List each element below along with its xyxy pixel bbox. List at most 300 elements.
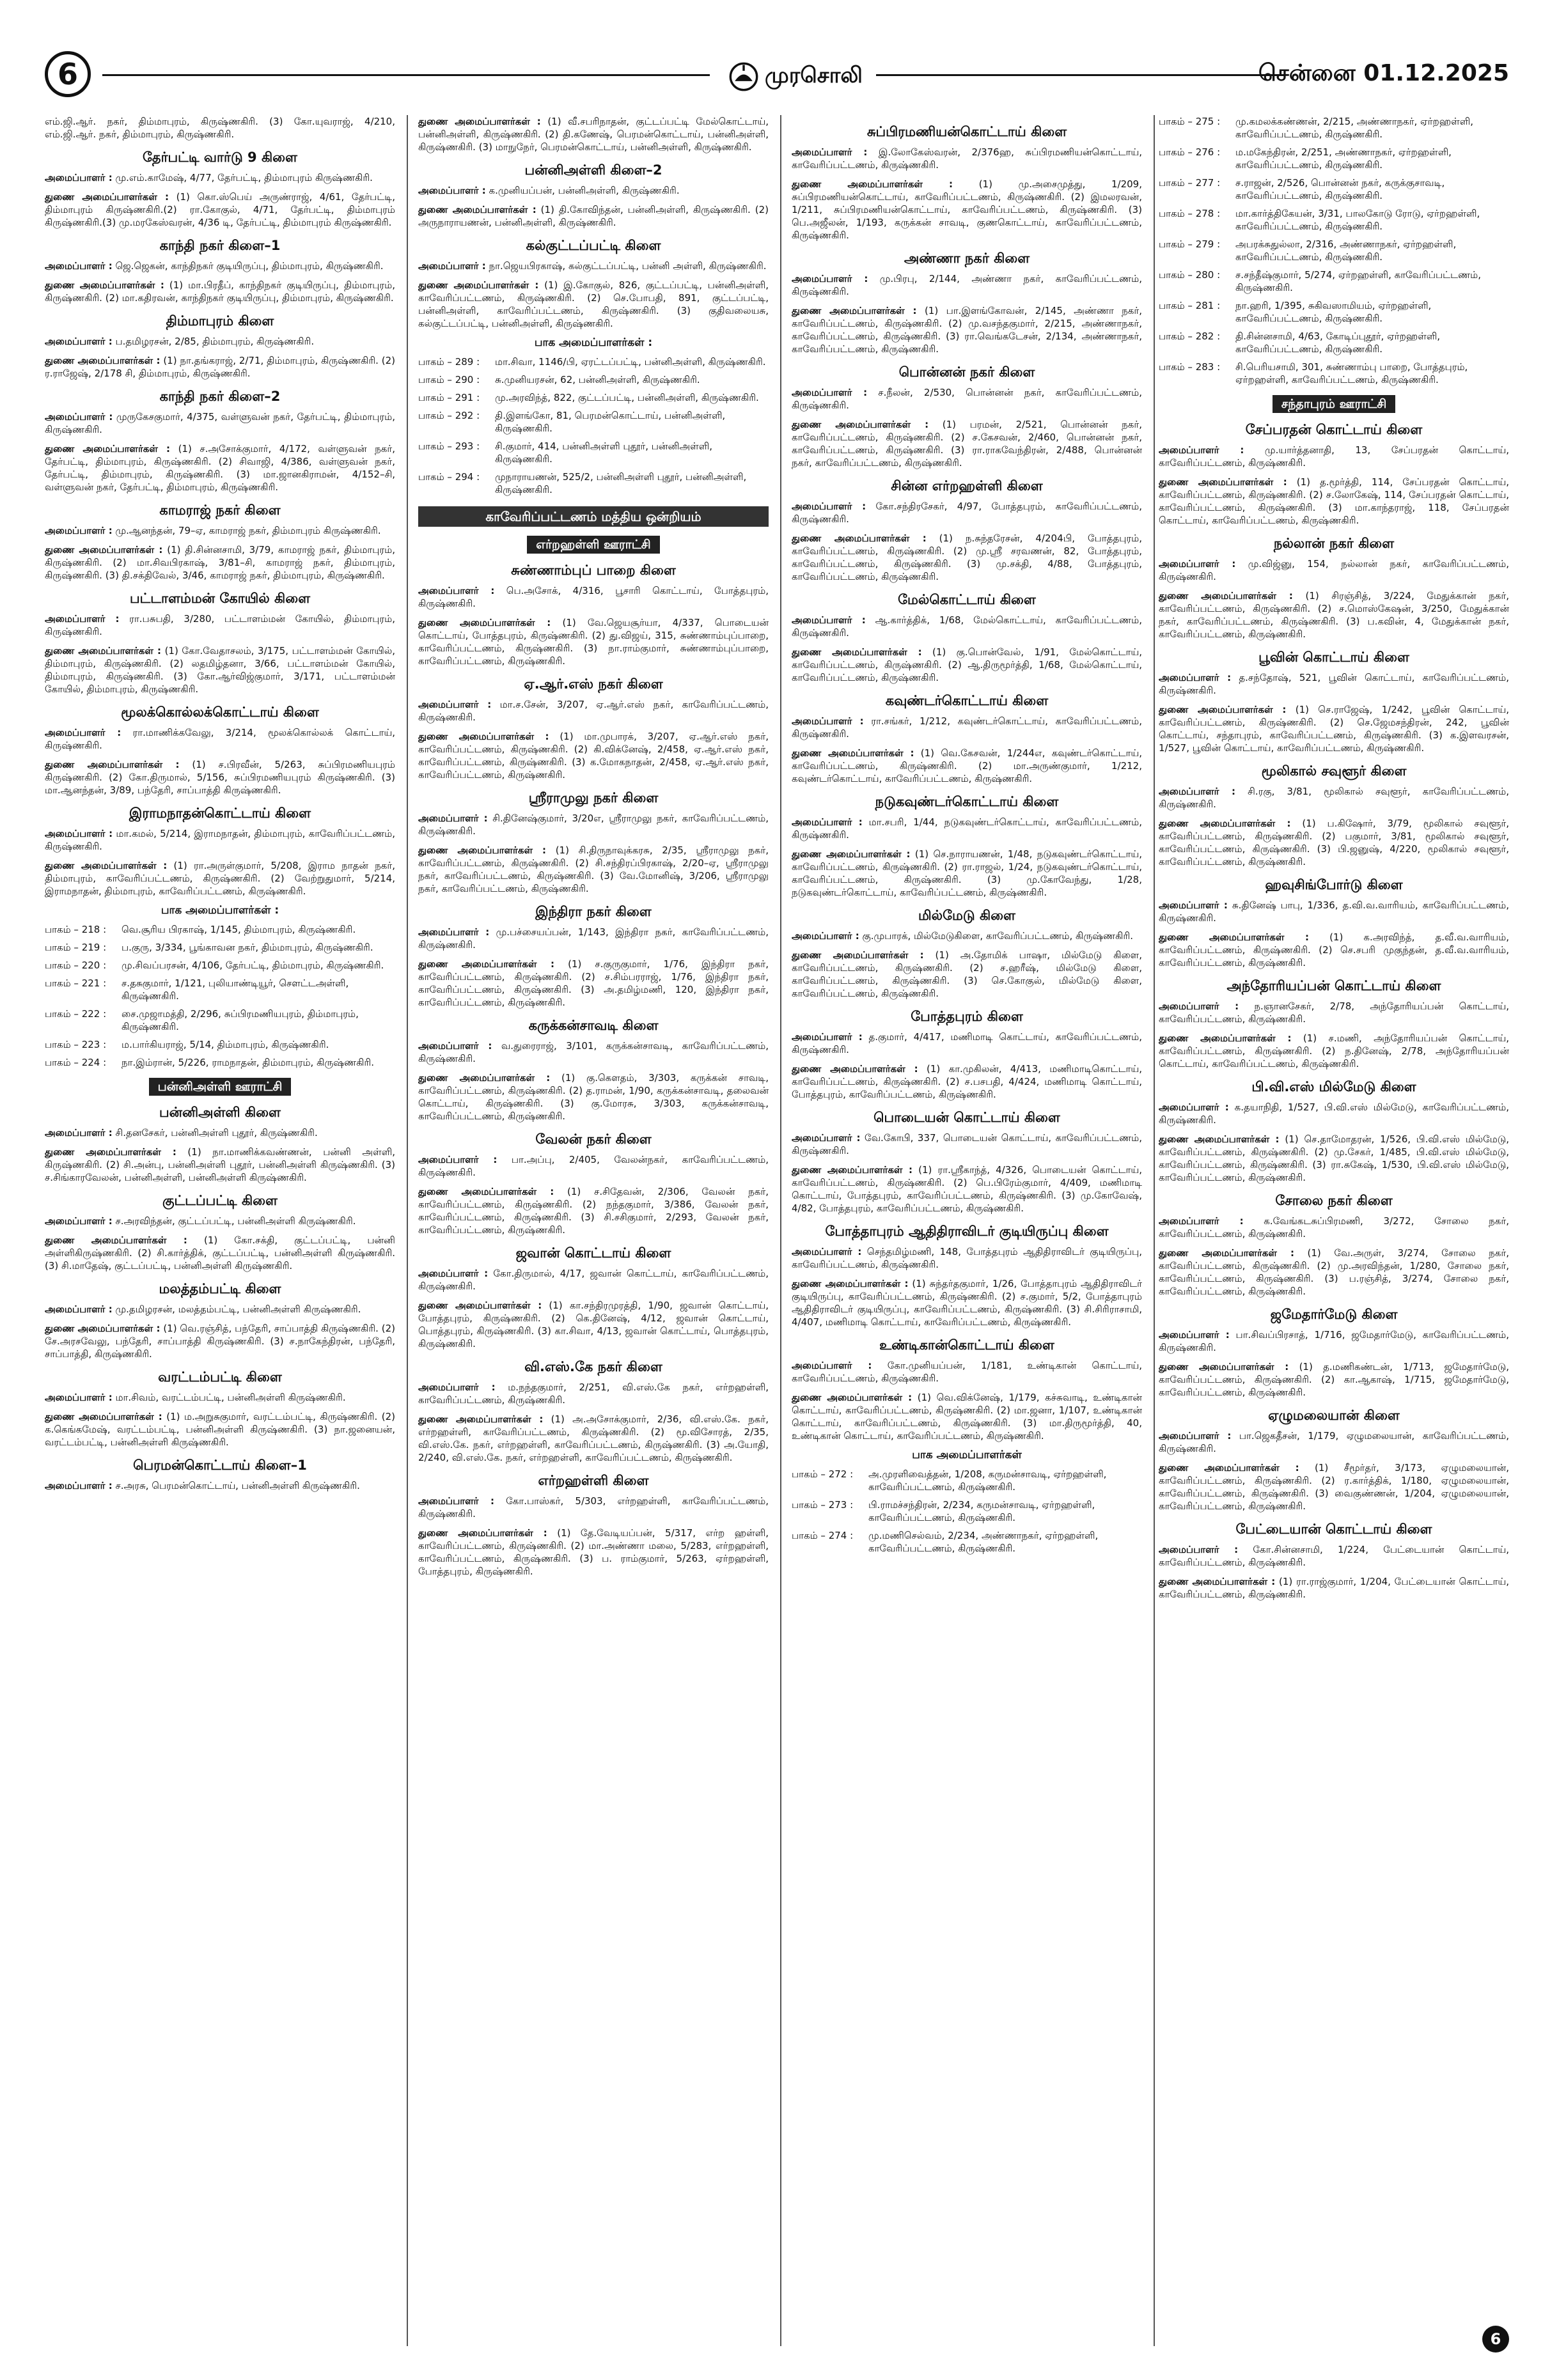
ward-organizer-row	[45, 1056, 395, 1069]
entry-text: நா.ஜெயபிரகாஷ், கல்குட்டப்பட்டி, பன்னி அள்ளி, கிருஷ்ணகிரி.	[489, 260, 767, 272]
branch-heading: காந்தி நகர் கிளை–1	[159, 238, 281, 253]
organizer-entry	[45, 1234, 395, 1272]
role-label: துணை அமைப்பாளர்கள் :	[45, 544, 163, 556]
organizer-entry	[1159, 703, 1509, 754]
role-label: துணை அமைப்பாளர்கள் :	[418, 279, 539, 291]
organizer-entry	[418, 1527, 769, 1578]
organizer-entry	[45, 260, 395, 272]
role-label: அமைப்பாளர் :	[45, 525, 113, 536]
role-label: அமைப்பாளர் :	[1159, 1544, 1239, 1555]
entry-text: (1) கா.முகிலன், 4/413, மணிமாடிகொட்டாய், காவேரிப்பட்டணம், கிருஷ்ணகிரி. (2) ச.பசபதி, 4/424, மணிமாடி கொட்டாய், போத்தபுரம், காவேரிப்பட்டணம், கிருஷ்ணகிரி.	[792, 1063, 1142, 1100]
ward-organizer-details: பி.ராமச்சந்திரன், 2/234, கருமன்சாவடி, ஏர்றஹள்ளி, காவேரிப்பட்டணம், கிருஷ்ணகிரி.	[868, 1499, 1095, 1523]
entry-text: ந.ஞானசேகர், 2/78, அந்தோரியப்பன் கொட்டாய், காவேரிப்பட்டணம், கிருஷ்ணகிரி.	[1159, 1000, 1509, 1025]
role-label: துணை அமைப்பாளர்கள் :	[792, 949, 924, 961]
branch-heading: திம்மாபுரம் கிளை	[166, 313, 274, 329]
entry-text: மு.பிரபு, 2/144, அண்ணா நகர், காவேரிப்பட்டணம், கிருஷ்ணகிரி.	[792, 273, 1142, 297]
section-subheading: பாக அமைப்பாளர்கள்	[912, 1449, 1022, 1461]
entry-text: (1) கு.கௌதம், 3/303, கருக்கன் சாவடி, காவேரிப்பட்டணம், கிருஷ்ணகிரி. (2) த.ராமன், 1/90, கருக்கன்சாவடி, தலைவன் கொட்டாய், கிருஷ்ணகிரி. (3) கு.மோரசு, 3/303, கருக்கன்சாவடி, காவேரிப்பட்டணம், கிருஷ்ணகிரி.	[418, 1072, 769, 1122]
branch-heading: இந்திரா நகர் கிளை	[535, 904, 652, 919]
column-1	[45, 115, 395, 2340]
entry-text: கோ.சந்திரசேகர், 4/97, போத்தபுரம், காவேரிப்பட்டணம், கிருஷ்ணகிரி.	[792, 501, 1142, 525]
role-label: அமைப்பாளர் :	[1159, 1101, 1229, 1113]
entry-text: மா.சிவம், வரட்டம்பட்டி, பன்னிஅள்ளி கிருஷ்ணகிரி.	[115, 1392, 346, 1403]
role-label: அமைப்பாளர் :	[792, 1132, 861, 1144]
ward-number: பாகம் – 222 :	[45, 1008, 107, 1020]
role-label: அமைப்பாளர் :	[1159, 672, 1232, 683]
ward-number: பாகம் – 274 :	[792, 1530, 854, 1541]
entry-text: மா.சபரி, 1/44, நடுகவுண்டர்கொட்டாய், காவேரிப்பட்டணம், கிருஷ்ணகிரி.	[792, 816, 1142, 841]
ward-number: பாகம் – 291 :	[418, 392, 480, 403]
organizer-entry	[792, 418, 1142, 469]
entry-text: (1) வீ.சபரிநாதன், குட்டப்பட்டி மேல்கொட்டாய், பன்னிஅள்ளி, கிருஷ்ணகிரி. (2) தி.கணேஷ், பெரமன்கொட்டாய், பன்னிஅள்ளி, கிருஷ்ணகிரி. (3) மாநுநேர், பெரமன்கொட்டாய், பன்னிஅள்ளி, கிருஷ்ணகிரி.	[418, 116, 769, 153]
organizer-entry	[792, 532, 1142, 583]
role-label: அமைப்பாளர் :	[418, 699, 492, 710]
ward-number: பாகம் – 220 :	[45, 960, 107, 971]
union-banner: காவேரிப்பட்டணம் மத்திய ஒன்றியம்	[418, 506, 769, 527]
branch-heading: சின்ன எர்றஹள்ளி கிளை	[891, 478, 1043, 494]
organizer-entry	[1159, 817, 1509, 868]
panchayat-banner	[1159, 395, 1509, 413]
branch-heading: எர்றஹள்ளி கிளை	[538, 1473, 649, 1488]
column-3	[792, 115, 1142, 2340]
newspaper-page	[45, 38, 1509, 2365]
organizer-entry	[45, 1146, 395, 1184]
entry-text: ச.அரவிந்தன், குட்டப்பட்டி, பன்னிஅள்ளி கிருஷ்ணகிரி.	[115, 1215, 356, 1227]
organizer-entry	[1159, 785, 1509, 811]
organizer-entry	[45, 1126, 395, 1139]
entry-text: மு.எம்.காமேஷ், 4/77, தேர்பட்டி, திம்மாபுரம் கிருஷ்ணகிரி.	[115, 172, 373, 183]
entry-text: (1) கு.பொன்வேல், 1/91, மேல்கொட்டாய், காவேரிப்பட்டணம், கிருஷ்ணகிரி. (2) ஆ.திருமூர்த்தி, 1/68, மேல்கொட்டாய், காவேரிப்பட்டணம், கிருஷ்ணகிரி.	[792, 646, 1142, 683]
ward-organizer-details: வெ.சூரிய பிரகாஷ், 1/145, திம்மாபுரம், கிருஷ்ணகிரி.	[121, 924, 356, 935]
role-label: அமைப்பாளர் :	[792, 273, 868, 284]
role-label: துணை அமைப்பாளர்கள் :	[45, 191, 169, 203]
entry-text: வே.கோபி, 337, பொடையன் கொட்டாய், காவேரிப்பட்டணம், கிருஷ்ணகிரி.	[792, 1132, 1142, 1156]
ward-number: பாகம் – 292 :	[418, 410, 480, 421]
entry-text: கு.முபாரக், மில்மேடுகிளை, காவேரிப்பட்டணம், கிருஷ்ணகிரி.	[862, 930, 1133, 942]
organizer-entry	[45, 859, 395, 898]
ward-organizer-details: அ.முரளிவைத்தன், 1/208, கருமன்சாவடி, ஏர்றஹள்ளி, காவேரிப்பட்டணம், கிருஷ்ணகிரி.	[868, 1468, 1107, 1493]
role-label: அமைப்பாளர் :	[45, 1480, 113, 1491]
role-label: அமைப்பாளர் :	[1159, 1329, 1230, 1341]
ward-number: பாகம் – 283 :	[1159, 361, 1221, 373]
role-label: அமைப்பாளர் :	[792, 501, 866, 512]
branch-heading: கவுண்டர்கொட்டாய் கிளை	[885, 693, 1049, 708]
role-label: அமைப்பாளர் :	[792, 715, 864, 727]
branch-heading: கல்குட்டப்பட்டி கிளை	[526, 238, 661, 253]
role-label: அமைப்பாளர் :	[45, 336, 113, 347]
role-label: துணை அமைப்பாளர்கள் :	[45, 279, 164, 291]
ward-organizer-row	[1159, 207, 1509, 233]
organizer-entry	[418, 1299, 769, 1350]
ward-organizer-row	[1159, 330, 1509, 355]
role-label: துணை அமைப்பாளர்கள் :	[792, 305, 917, 316]
role-label: துணை அமைப்பாளர்கள் :	[418, 1300, 542, 1311]
column-divider	[1154, 115, 1155, 2346]
role-label: துணை அமைப்பாளர்கள் :	[45, 1411, 162, 1422]
organizer-entry	[418, 730, 769, 781]
organizer-entry	[792, 715, 1142, 740]
branch-heading: தேர்பட்டி வார்டு 9 கிளை	[143, 150, 297, 165]
entry-text: மா.கமல், 5/214, இராமநாதன், திம்மாபுரம், காவேரிப்பட்டணம், கிருஷ்ணகிரி.	[45, 828, 395, 852]
column-divider	[780, 115, 781, 2346]
role-label: துணை அமைப்பாளர்கள் :	[418, 617, 551, 628]
role-label: துணை அமைப்பாளர்கள் :	[1159, 1462, 1299, 1474]
role-label: அமைப்பாளர் :	[418, 1381, 496, 1393]
role-label: துணை அமைப்பாளர்கள் :	[45, 1146, 176, 1158]
branch-heading: அந்தோரியப்பன் கொட்டாய் கிளை	[1226, 978, 1441, 993]
entry-text: (1) ம.அறுசுகுமார், வரட்டம்பட்டி, கிருஷ்ணகிரி. (2) க.கெங்கமேஷ், வரட்டம்பட்டி, பன்னிஅள்ளி கிருஷ்ணகிரி. (3) நா.ஜனையன், வரட்டம்பட்டி, பன்னிஅள்ளி கிருஷ்ணகிரி.	[45, 1411, 395, 1448]
entry-text: (1) பரமன், 2/521, பொன்னன் நகர், காவேரிப்பட்டணம், கிருஷ்ணகிரி. (2) ச.கேசவன், 2/460, பொன்னன் நகர், காவேரிப்பட்டணம், கிருஷ்ணகிரி. (3) ரா.ராகவேந்திரன், 2/488, பொன்னன் நகர், காவேரிப்பட்டணம், கிருஷ்ணகிரி.	[792, 419, 1142, 469]
role-label: அமைப்பாளர் :	[418, 813, 488, 824]
entry-text: (1) ச.பிரவீன், 5/263, சுப்பிரமணியபுரம் கிருஷ்ணகிரி. (2) கோ.திருமால், 5/156, சுப்பிரமணியபுரம் கிருஷ்ணகிரி. (3) மா.ஆனந்தன், 3/89, பந்தேரி, சாப்பாத்தி கிருஷ்ணகிரி.	[45, 759, 395, 796]
entry-text: ஆ.கார்த்திக், 1/68, மேல்கொட்டாய், காவேரிப்பட்டணம், கிருஷ்ணகிரி.	[792, 614, 1142, 639]
branch-heading: சோலை நகர் கிளை	[1275, 1193, 1393, 1208]
organizer-entry	[45, 191, 395, 229]
branch-heading: பொடையன் கொட்டாய் கிளை	[873, 1110, 1060, 1125]
organizer-entry	[418, 115, 769, 153]
branch-heading: மூலிகால் சவுளூர் கிளை	[1261, 763, 1407, 779]
entry-text: (1) தே.வேடியப்பன், 5/317, எர்ற ஹள்ளி, காவேரிப்பட்டணம், கிருஷ்ணகிரி. (2) மா.அண்ணா மலை, 5/283, எர்றஹள்ளி, காவேரிப்பட்டணம், கிருஷ்ணகிரி. (3) ப. ராம்குமார், 5/263, ஏர்றஹள்ளி, போத்தபுரம், கிருஷ்ணகிரி.	[418, 1527, 769, 1577]
ward-organizer-row	[792, 1498, 1142, 1524]
branch-heading: வரட்டம்பட்டி கிளை	[158, 1369, 282, 1385]
masthead-rule-left	[102, 74, 710, 76]
branch-heading: நல்லான் நகர் கிளை	[1273, 536, 1395, 551]
entry-text: (1) கோ.சக்தி, குட்டப்பட்டி, பன்னி அள்ளிகிருஷ்ணகிரி. (2) சி.கார்த்திக், குட்டப்பட்டி, பன்னிஅள்ளி கிருஷ்ணகிரி. (3) சி.மாதேஷ், குட்டப்பட்டி, பன்னிஅள்ளி கிருஷ்ணகிரி.	[45, 1234, 395, 1272]
organizer-entry	[1159, 1000, 1509, 1025]
role-label: துணை அமைப்பாளர்கள் :	[1159, 1247, 1294, 1259]
footer-page-number: 6	[1482, 2326, 1509, 2353]
role-label: அமைப்பாளர் :	[792, 1031, 863, 1043]
ward-number: பாகம் – 282 :	[1159, 331, 1221, 342]
role-label: அமைப்பாளர் :	[792, 816, 863, 828]
ward-number: பாகம் – 293 :	[418, 440, 480, 452]
entry-text: (1) வே.அருள், 3/274, சோலை நகர், காவேரிப்பட்டணம், கிருஷ்ணகிரி. (2) மு.அரவிந்தன், 1/280, சோலை நகர், காவேரிப்பட்டணம், கிருஷ்ணகிரி. (3) ப.ரஞ்சித், 3/274, சோலை நகர், காவேரிப்பட்டணம், கிருஷ்ணகிரி.	[1159, 1247, 1509, 1297]
organizer-entry	[1159, 1215, 1509, 1240]
role-label: அமைப்பாளர் :	[418, 926, 490, 938]
role-label: அமைப்பாளர் :	[792, 1360, 872, 1371]
organizer-entry	[792, 848, 1142, 899]
role-label: துணை அமைப்பாளர்கள் :	[792, 419, 929, 430]
entry-text: (1) அ.அசோக்குமார், 2/36, வி.எஸ்.கே. நகர், எர்றஹள்ளி, காவேரிப்பட்டணம், கிருஷ்ணகிரி. (2) மூ.விசோரத், 2/35, வி.எஸ்.கே. நகர், எர்றஹள்ளி, காவேரிப்பட்டணம், கிருஷ்ணகிரி. (3) அ.யோதி, 2/240, வி.எஸ்.கே. நகர், எர்றஹள்ளி, காவேரிப்பட்டணம், கிருஷ்ணகிரி.	[418, 1413, 769, 1463]
organizer-entry	[1159, 444, 1509, 469]
role-label: துணை அமைப்பாளர்கள் :	[1159, 818, 1291, 829]
role-label: துணை அமைப்பாளர்கள் :	[1159, 704, 1287, 715]
entry-text: (1) ப.கிஷோர், 3/79, மூலிகால் சவுளூர், காவேரிப்பட்டணம், கிருஷ்ணகிரி. (2) பகுமார், 3/81, மூலிகால் சவுளூர், காவேரிப்பட்டணம், கிருஷ்ணகிரி. (3) பி.ஜனுஷ், 4/220, மூலிகால் சவுளூர், காவேரிப்பட்டணம், கிருஷ்ணகிரி.	[1159, 818, 1509, 867]
branch-heading: ஏ.ஆர்.எஸ் நகர் கிளை	[524, 676, 663, 692]
organizer-entry	[792, 1132, 1142, 1157]
organizer-entry	[45, 410, 395, 436]
ward-number: பாகம் – 278 :	[1159, 208, 1221, 219]
organizer-entry	[45, 1410, 395, 1449]
role-label: அமைப்பாளர் :	[45, 411, 113, 423]
role-label: துணை அமைப்பாளர்கள் :	[45, 443, 170, 455]
role-label: அமைப்பாளர் :	[45, 1127, 113, 1139]
role-label: துணை அமைப்பாளர்கள் :	[792, 1278, 909, 1289]
branch-heading: ஹவுசிங்போர்டு கிளை	[1265, 877, 1403, 892]
ward-organizer-details: சை.முஜாமத்தி, 2/296, சுப்பிரமணியபுரம், திம்மாபுரம், கிருஷ்ணகிரி.	[121, 1008, 359, 1032]
role-label: அமைப்பாளர் :	[792, 1246, 862, 1257]
organizer-entry	[1159, 1133, 1509, 1184]
entry-text: (1) சி.திருநாவுக்கரசு, 2/35, ஸ்ரீராமுலு நகர், காவேரிப்பட்டணம், கிருஷ்ணகிரி. (2) சி.சந்திரப்பிரகாஷ், 2/20–ஏ, ஸ்ரீராமுலு நகர், காவேரிப்பட்டணம், கிருஷ்ணகிரி. (3) வே.மோனிஷ், 3/206, ஸ்ரீராமுலு நகர், காவேரிப்பட்டணம், கிருஷ்ணகிரி.	[418, 844, 769, 894]
ward-number: பாகம் – 279 :	[1159, 238, 1221, 250]
masthead-date: சென்னை 01.12.2025	[1258, 60, 1509, 86]
organizer-entry	[45, 1479, 395, 1492]
organizer-entry	[792, 1245, 1142, 1271]
organizer-entry	[45, 279, 395, 304]
organizer-entry	[1159, 557, 1509, 583]
organizer-entry	[45, 543, 395, 582]
organizer-entry	[418, 926, 769, 951]
role-label: அமைப்பாளர் :	[792, 614, 866, 626]
ward-organizer-details: மா.சிவா, 1146/பி, ஏரட்டப்பட்டி, பன்னிஅள்ளி, கிருஷ்ணகிரி.	[495, 356, 766, 368]
role-label: அமைப்பாளர் :	[418, 260, 486, 272]
role-label: துணை அமைப்பாளர்கள் :	[418, 1072, 551, 1084]
ward-organizer-row	[418, 355, 769, 368]
ward-organizer-row	[418, 391, 769, 404]
entry-text: (1) ச.மணி, அந்தோரியப்பன் கொட்டாய், காவேரிப்பட்டணம், கிருஷ்ணகிரி. (2) ந.தினேஷ், 2/78, அந்தோரியப்பன் கொட்டாய், காவேரிப்பட்டணம், கிருஷ்ணகிரி.	[1159, 1032, 1509, 1069]
ward-organizer-details: ச.சந்தீஷ்குமார், 5/274, ஏர்றஹள்ளி, காவேரிப்பட்டணம், கிருஷ்ணகிரி.	[1235, 269, 1481, 293]
ward-organizer-row	[45, 977, 395, 1002]
branch-heading: வி.எஸ்.கே நகர் கிளை	[524, 1359, 662, 1374]
role-label: அமைப்பாளர் :	[45, 1215, 113, 1227]
organizer-entry	[1159, 1328, 1509, 1354]
role-label: அமைப்பாளர் :	[418, 585, 495, 596]
branch-heading: நடுகவுண்டர்கொட்டாய் கிளை	[875, 794, 1059, 809]
ward-number: பாகம் – 294 :	[418, 471, 480, 483]
entry-text: (1) வெ.கேசவன், 1/244எ, கவுண்டர்கொட்டாய், காவேரிப்பட்டணம், கிருஷ்ணகிரி. (2) மா.அருண்குமார், 1/212, கவுண்டர்கொட்டாய், காவேரிப்பட்டணம், கிருஷ்ணகிரி.	[792, 747, 1142, 784]
ward-number: பாகம் – 290 :	[418, 374, 480, 385]
entry-text: சி.ரகு, 3/81, மூலிகால் சவுளூர், காவேரிப்பட்டணம், கிருஷ்ணகிரி.	[1159, 786, 1509, 810]
organizer-entry	[1159, 1101, 1509, 1126]
branch-heading: சேப்பரதன் கொட்டாய் கிளை	[1245, 422, 1423, 437]
ward-organizer-row	[45, 959, 395, 972]
role-label: துணை அமைப்பாளர்கள் :	[1159, 476, 1287, 488]
role-label: அமைப்பாளர் :	[418, 1154, 497, 1165]
ward-organizer-row	[792, 1468, 1142, 1493]
ward-organizer-row	[1159, 299, 1509, 325]
ward-organizer-details: மா.கார்த்திகேயன், 3/31, பாலகோடு ரோடு, ஏர்றஹள்ளி, காவேரிப்பட்டணம், கிருஷ்ணகிரி.	[1235, 208, 1480, 232]
entry-text: (1) கா.சந்திரமுரத்தி, 1/90, ஜவான் கொட்டாய், போத்தபுரம், கிருஷ்ணகிரி. (2) கெ.தினேஷ், 4/12, ஜவான் கொட்டாய், பொத்தபுரம், கிருஷ்ணகிரி. (3) கா.சிவா, 4/13, ஜவான் கொட்டாய், பொத்தபுரம், கிருஷ்ணகிரி.	[418, 1300, 769, 1349]
organizer-entry	[45, 758, 395, 797]
ward-organizer-details: ச.தசுகுமார், 1/121, புலியாண்டியூர், சௌட்டஅள்ளி, கிருஷ்ணகிரி.	[121, 977, 349, 1002]
organizer-entry	[418, 184, 769, 197]
organizer-entry	[1159, 671, 1509, 697]
role-label: துணை அமைப்பாளர்கள் :	[792, 1392, 912, 1403]
ward-number: பாகம் – 218 :	[45, 924, 107, 935]
entry-text: (1) செ.தாமோதரன், 1/526, பி.வி.எஸ் மில்மேடு, காவேரிப்பட்டணம், கிருஷ்ணகிரி. (2) மு.சேகர், 1/485, பி.வி.எஸ் மில்மேடு, காவேரிப்பட்டணம், கிருஷ்ணகிரி. (3) ரா.சுகேஷ், 1/530, பி.வி.எஸ் மில்மேடு, காவேரிப்பட்டணம், கிருஷ்ணகிரி.	[1159, 1133, 1509, 1183]
organizer-entry	[418, 203, 769, 229]
entry-text: ம.நந்தகுமார், 2/251, வி.எஸ்.கே நகர், எர்றஹள்ளி, காவேரிப்பட்டணம், கிருஷ்ணகிரி.	[418, 1381, 769, 1406]
branch-heading: மேல்கொட்டாய் கிளை	[898, 592, 1036, 607]
panchayat-banner-label: பன்னிஅள்ளி ஊராட்சி	[149, 1078, 292, 1096]
organizer-entry	[45, 171, 395, 184]
role-label: துணை அமைப்பாளர்கள் :	[792, 1063, 918, 1075]
role-label: அமைப்பாளர் :	[45, 613, 120, 625]
entry-text: ரா.மாணிக்கவேலு, 3/214, மூலக்கொல்லக் கொட்டாய், கிருஷ்ணகிரி.	[45, 727, 395, 751]
organizer-entry	[45, 1215, 395, 1227]
role-label: அமைப்பாளர் :	[792, 930, 859, 942]
role-label: துணை அமைப்பாளர்கள் :	[1159, 1133, 1280, 1145]
ward-organizer-details: சி.குமார், 414, பன்னிஅள்ளி புதூர், பன்னிஅள்ளி, கிருஷ்ணகிரி.	[495, 440, 712, 465]
organizer-entry	[45, 442, 395, 494]
organizer-entry	[1159, 931, 1509, 969]
entry-text: (1) செ.நாராயணன், 1/48, நடுகவுண்டர்கொட்டாய், காவேரிப்பட்டணம், கிருஷ்ணகிரி. (2) ரா.ராஜல், 1/24, நடுகவுண்டர்கொட்டாய், காவேரிப்பட்டணம், கிருஷ்ணகிரி. (3) மு.கோவேந்து, 1/28, நடுகவுண்டர்கொட்டாய், காவேரிப்பட்டணம், கிருஷ்ணகிரி.	[792, 848, 1142, 898]
ward-organizer-row	[1159, 361, 1509, 386]
entry-text: (1) ச.சிதேவன், 2/306, வேலன் நகர், காவேரிப்பட்டணம், கிருஷ்ணகிரி. (2) நந்தகுமார், 3/386, வேலன் நகர், காவேரிப்பட்டணம், கிருஷ்ணகிரி. (3) சி.சசிகுமார், 2/293, வேலன் நகர், காவேரிப்பட்டணம், கிருஷ்ணகிரி.	[418, 1186, 769, 1236]
organizer-entry	[45, 644, 395, 696]
entry-text: கோ.திருமால், 4/17, ஜவான் கொட்டாய், காவேரிப்பட்டணம், கிருஷ்ணகிரி.	[418, 1268, 769, 1292]
ward-organizer-details: முநாராயணன், 525/2, பன்னிஅள்ளி புதூர், பன்னிஅள்ளி, கிருஷ்ணகிரி.	[495, 471, 747, 495]
role-label: அமைப்பாளர் :	[418, 185, 486, 196]
organizer-entry	[418, 812, 769, 837]
section-subheading: பாக அமைப்பாளர்கள் :	[161, 904, 279, 917]
entry-text: (1) சுந்தர்தகுமார், 1/26, போத்தாபுரம் ஆதிதிராவிடர் குடியிருப்பு, காவேரிப்பட்டணம், கிருஷ்ணகிரி. (2) ச.குமார், 5/2, போத்தாபுரம் ஆதிதிராவிடர் குடியிருப்பு, காவேரிப்பட்டணம், கிருஷ்ணகிரி. (3) சி.சிரிராசாமி, 4/407, மணிமாடி கொட்டாய், காவேரிப்பட்டணம், கிருஷ்ணகிரி.	[792, 1278, 1142, 1328]
branch-heading: பி.வி.எஸ் மில்மேடு கிளை	[1251, 1079, 1416, 1094]
entry-text: (1) த.மூர்த்தி, 114, சேப்பரதன் கொட்டாய், காவேரிப்பட்டணம், கிருஷ்ணகிரி. (2) ச.லோகேஷ், 114, சேப்பரதன் கொட்டாய், காவேரிப்பட்டணம், கிருஷ்ணகிரி. (3) மா.காந்தராஜ், 118, சேப்பரதன் கொட்டாய், காவேரிப்பட்டணம், கிருஷ்ணகிரி.	[1159, 476, 1509, 526]
masthead-rule-right	[876, 74, 1285, 76]
role-label: துணை அமைப்பாளர்கள் :	[792, 747, 914, 759]
ward-organizer-row	[792, 1529, 1142, 1555]
entry-text: (1) ச.அசோக்குமார், 4/172, வள்ளுவன் நகர், தேர்பட்டி, திம்மாபுரம், கிருஷ்ணகிரி. (2) சிவாஜி, 4/386, வள்ளுவன் நகர், தேர்பட்டி, திம்மாபுரம், கிருஷ்ணகிரி. (3) மா.ஜானகிராமன், 4/152–சி, வள்ளுவன் நகர், தேர்பட்டி, திம்மாபுரம், கிருஷ்ணகிரி.	[45, 443, 395, 493]
role-label: துணை அமைப்பாளர்கள் :	[418, 958, 554, 970]
entry-text: (1) மா.பிரதீப், காந்திநகர் குடியிருப்பு, திம்மாபுரம், கிருஷ்ணகிரி. (2) மா.கதிரவன், காந்திநகர் குடியிருப்பு, திம்மாபுரம், கிருஷ்ணகிரி.	[45, 279, 395, 304]
entry-text: க.தயாநிதி, 1/527, பி.வி.எஸ் மில்மேடு, காவேரிப்பட்டணம், கிருஷ்ணகிரி.	[1159, 1101, 1509, 1126]
ward-number: பாகம் – 223 :	[45, 1039, 107, 1050]
ward-organizer-details: ம.பார்கியராஜ், 5/14, திம்மாபுரம், கிருஷ்ணகிரி.	[121, 1039, 329, 1050]
entry-text: பா.அப்பு, 2/405, வேலன்நகர், காவேரிப்பட்டணம், கிருஷ்ணகிரி.	[418, 1154, 769, 1178]
section-subheading: பாக அமைப்பாளர்கள் :	[534, 336, 653, 349]
role-label: அமைப்பாளர் :	[418, 1040, 492, 1052]
organizer-entry	[45, 1322, 395, 1360]
organizer-entry	[418, 698, 769, 724]
role-label: துணை அமைப்பாளர்கள் :	[418, 116, 541, 127]
branch-heading: ஜவான் கொட்டாய் கிளை	[515, 1245, 671, 1261]
entry-text: (1) தி.கோவிந்தன், பன்னிஅள்ளி, கிருஷ்ணகிரி. (2) அருநாராயணன், பன்னிஅள்ளி, கிருஷ்ணகிரி.	[418, 204, 769, 228]
organizer-entry	[1159, 1543, 1509, 1569]
ward-number: பாகம் – 280 :	[1159, 269, 1221, 281]
role-label: அமைப்பாளர் :	[45, 1303, 113, 1315]
entry-text: எம்.ஜி.ஆர். நகர், திம்மாபுரம், கிருஷ்ணகிரி. (3) கோ.யுவராஜ், 4/210, எம்.ஜி.ஆர். நகர், திம்மாபுரம், கிருஷ்ணகிரி.	[45, 116, 395, 140]
ward-number: பாகம் – 224 :	[45, 1057, 107, 1068]
ward-organizer-row	[1159, 238, 1509, 263]
role-label: துணை அமைப்பாளர்கள் :	[418, 731, 549, 742]
entry-text: முருகேசகுமார், 4/375, வள்ளுவன் நகர், தேர்பட்டி, திம்மாபுரம், கிருஷ்ணகிரி.	[45, 411, 395, 435]
page-number-badge: 6	[45, 51, 91, 97]
organizer-entry	[45, 827, 395, 853]
entry-text: (1) த.மணிகண்டன், 1/713, ஜமேதார்மேடு, காவேரிப்பட்டணம், கிருஷ்ணகிரி. (2) கா.ஆகாஷ், 1/715, ஜமேதார்மேடு, காவேரிப்பட்டணம், கிருஷ்ணகிரி.	[1159, 1361, 1509, 1398]
ward-organizer-row	[1159, 176, 1509, 202]
organizer-entry	[792, 614, 1142, 639]
ward-organizer-row	[45, 941, 395, 954]
ward-organizer-details: மு.மணிசெல்வம், 2/234, அண்ணாநகர், ஏர்றஹள்ளி, காவேரிப்பட்டணம், கிருஷ்ணகிரி.	[868, 1530, 1099, 1554]
branch-heading: பொன்னன் நகர் கிளை	[898, 364, 1035, 380]
organizer-entry	[792, 146, 1142, 171]
ward-organizer-row	[1159, 146, 1509, 171]
ward-organizer-row	[1159, 115, 1509, 141]
organizer-entry	[792, 816, 1142, 841]
branch-heading: பட்டாளம்மன் கோயில் கிளை	[129, 591, 311, 606]
ward-organizer-details: மு.கமலக்கண்ணன், 2/215, அண்ணாநகர், ஏர்றஹள்ளி, காவேரிப்பட்டணம், கிருஷ்ணகிரி.	[1235, 116, 1474, 140]
organizer-entry	[45, 1303, 395, 1316]
role-label: துணை அமைப்பாளர்கள் :	[1159, 931, 1309, 943]
branch-heading: மில்மேடு கிளை	[918, 908, 1015, 923]
role-label: துணை அமைப்பாளர்கள் :	[45, 860, 168, 871]
role-label: துணை அமைப்பாளர்கள் :	[1159, 1576, 1276, 1587]
branch-heading: போத்தாபுரம் ஆதிதிராவிடர் குடியிருப்பு கிளை	[825, 1224, 1109, 1239]
organizer-entry	[1159, 1360, 1509, 1399]
branch-heading: காந்தி நகர் கிளை–2	[159, 389, 281, 404]
entry-text: மு.யார்த்தனாதி, 13, சேப்பரதன் கொட்டாய், காவேரிப்பட்டணம், கிருஷ்ணகிரி.	[1159, 444, 1509, 469]
role-label: அமைப்பாளர் :	[1159, 1430, 1232, 1442]
entry-text: கோ.பாஸ்கர், 5/303, எர்றஹள்ளி, காவேரிப்பட்டணம், கிருஷ்ணகிரி.	[418, 1495, 769, 1520]
role-label: துணை அமைப்பாளர்கள் :	[792, 1164, 913, 1176]
organizer-entry	[45, 115, 395, 141]
role-label: அமைப்பாளர் :	[45, 727, 121, 738]
ward-number: பாகம் – 221 :	[45, 977, 107, 989]
role-label: அமைப்பாளர் :	[45, 172, 113, 183]
branch-heading: வேலன் நகர் கிளை	[535, 1132, 652, 1147]
organizer-entry	[792, 929, 1142, 942]
ward-organizer-details: சு.முனியரசன், 62, பன்னிஅள்ளி, கிருஷ்ணகிரி.	[495, 374, 700, 385]
entry-text: (1) செ.ராஜேஷ், 1/242, பூவின் கொட்டாய், காவேரிப்பட்டணம், கிருஷ்ணகிரி. (2) செ.ஜேமசந்திரன், 242, பூவின் கொட்டாய், சந்தாபுரம், காவேரிப்பட்டணம், கிருஷ்ணகிரி. (3) க.இளவரசன், 1/527, பூவின் கொட்டாய், காவேரிப்பட்டணம், கிருஷ்ணகிரி.	[1159, 704, 1509, 754]
ward-number: பாகம் – 275 :	[1159, 116, 1221, 127]
branch-heading: இராமநாதன்கொட்டாய் கிளை	[129, 805, 311, 821]
role-label: அமைப்பாளர் :	[792, 146, 868, 158]
organizer-entry	[1159, 1575, 1509, 1601]
entry-text: (1) அ.தோமிக் பாஷா, மில்மேடு கிளை, காவேரிப்பட்டணம், கிருஷ்ணகிரி. (2) ச.ஹரீஷ், மில்மேடு கிளை, காவேரிப்பட்டணம், கிருஷ்ணகிரி. (3) செ.கோகுல், மில்மேடு கிளை, காவேரிப்பட்டணம், கிருஷ்ணகிரி.	[792, 949, 1142, 999]
role-label: அமைப்பாளர் :	[45, 828, 113, 839]
ward-organizer-details: ப.குரு, 3/334, பூங்காவன நகர், திம்மாபுரம், கிருஷ்ணகிரி.	[121, 942, 373, 953]
entry-text: (1) ரா.ஸ்ரீகாந்த், 4/326, பொடையன் கொட்டாய், காவேரிப்பட்டணம், கிருஷ்ணகிரி. (2) பெ.பிரேம்குமார், 4/409, மணிமாடி கொட்டாய், போத்தபுரம், காவேரிப்பட்டணம், கிருஷ்ணகிரி. (3) மு.கோவேஷ், 4/82, போத்தபுரம், காவேரிப்பட்டணம், கிருஷ்ணகிரி.	[792, 1164, 1142, 1214]
entry-text: (1) ச.குருகுமார், 1/76, இந்திரா நகர், காவேரிப்பட்டணம், கிருஷ்ணகிரி. (2) ச.சிம்பரராஜ், 1/76, இந்திரா நகர், காவேரிப்பட்டணம், கிருஷ்ணகிரி. (3) அ.தமிழ்மணி, 120, இந்திரா நகர், காவேரிப்பட்டணம், கிருஷ்ணகிரி.	[418, 958, 769, 1008]
organizer-entry	[418, 279, 769, 330]
entry-text: த.சந்தோஷ், 521, பூவின் கொட்டாய், காவேரிப்பட்டணம், கிருஷ்ணகிரி.	[1159, 672, 1509, 696]
entry-text: (1) வே.ஜெயசூர்யா, 4/337, பொடையன் கொட்டாய், போத்தபுரம், கிருஷ்ணகிரி. (2) து.விஜய், 315, சுண்ணாம்புப்பாறை, காவேரிப்பட்டணம், கிருஷ்ணகிரி. (3) நா.ராம்குமார், சுண்ணாம்புப்பாறை, காவேரிப்பட்டணம், கிருஷ்ணகிரி.	[418, 617, 769, 667]
branch-heading: போத்தபுரம் கிளை	[911, 1009, 1023, 1024]
entry-text: சி.தனசேகர், பன்னிஅள்ளி புதூர், கிருஷ்ணகிரி.	[115, 1127, 318, 1139]
organizer-entry	[418, 1071, 769, 1123]
role-label: துணை அமைப்பாளர்கள் :	[45, 1234, 187, 1246]
role-label: துணை அமைப்பாளர்கள் :	[418, 1413, 544, 1425]
organizer-entry	[792, 949, 1142, 1000]
organizer-entry	[792, 1062, 1142, 1101]
organizer-entry	[792, 646, 1142, 684]
role-label: துணை அமைப்பாளர்கள் :	[792, 178, 953, 190]
organizer-entry	[45, 335, 395, 348]
organizer-entry	[45, 726, 395, 752]
ward-organizer-row	[1159, 268, 1509, 294]
ward-organizer-details: அபரக்சுதுல்லா, 2/316, அண்ணாநகர், ஏர்றஹள்ளி, காவேரிப்பட்டணம், கிருஷ்ணகிரி.	[1235, 238, 1457, 263]
organizer-entry	[418, 584, 769, 610]
organizer-entry	[418, 616, 769, 667]
ward-organizer-details: மு.சிவப்பரசன், 4/106, தேர்பட்டி, திம்மாபுரம், கிருஷ்ணகிரி.	[121, 960, 384, 971]
branch-heading: ஜமேதார்மேடு கிளை	[1270, 1307, 1398, 1322]
ward-number: பாகம் – 219 :	[45, 942, 107, 953]
entry-text: க.முனியப்பன், பன்னிஅள்ளி, கிருஷ்ணகிரி.	[489, 185, 680, 196]
column-divider	[407, 115, 408, 2346]
panchayat-banner-label: சந்தாபுரம் ஊராட்சி	[1273, 395, 1396, 413]
entry-text: சி.தினேஷ்குமார், 3/20எ, ஸ்ரீராமுலு நகர், காவேரிப்பட்டணம், கிருஷ்ணகிரி.	[418, 813, 769, 837]
branch-heading: பன்னிஅள்ளி கிளை	[159, 1105, 281, 1120]
entry-text: (1) சிரஞ்சித், 3/224, மேதுக்கான் நகர், காவேரிப்பட்டணம், கிருஷ்ணகிரி. (2) ச.மொஸ்கேஷன், 3/250, மேதுக்கான் நகர், காவேரிப்பட்டணம், கிருஷ்ணகிரி. (3) ப.கவின், 4, மேதுக்கான் நகர், காவேரிப்பட்டணம், கிருஷ்ணகிரி.	[1159, 590, 1509, 640]
entry-text: ரா.பசுபதி, 3/280, பட்டாளம்மன் கோயில், திம்மாபுரம், கிருஷ்ணகிரி.	[45, 613, 395, 637]
organizer-entry	[792, 1391, 1142, 1442]
role-label: அமைப்பாளர் :	[1159, 899, 1228, 911]
ward-organizer-row	[418, 373, 769, 386]
ward-organizer-details: நா.ஹரி, 1/395, சுகிவஸாமியம், ஏர்றஹள்ளி, காவேரிப்பட்டணம், கிருஷ்ணகிரி.	[1235, 300, 1432, 324]
role-label: அமைப்பாளர் :	[418, 1268, 489, 1279]
organizer-entry	[418, 958, 769, 1009]
